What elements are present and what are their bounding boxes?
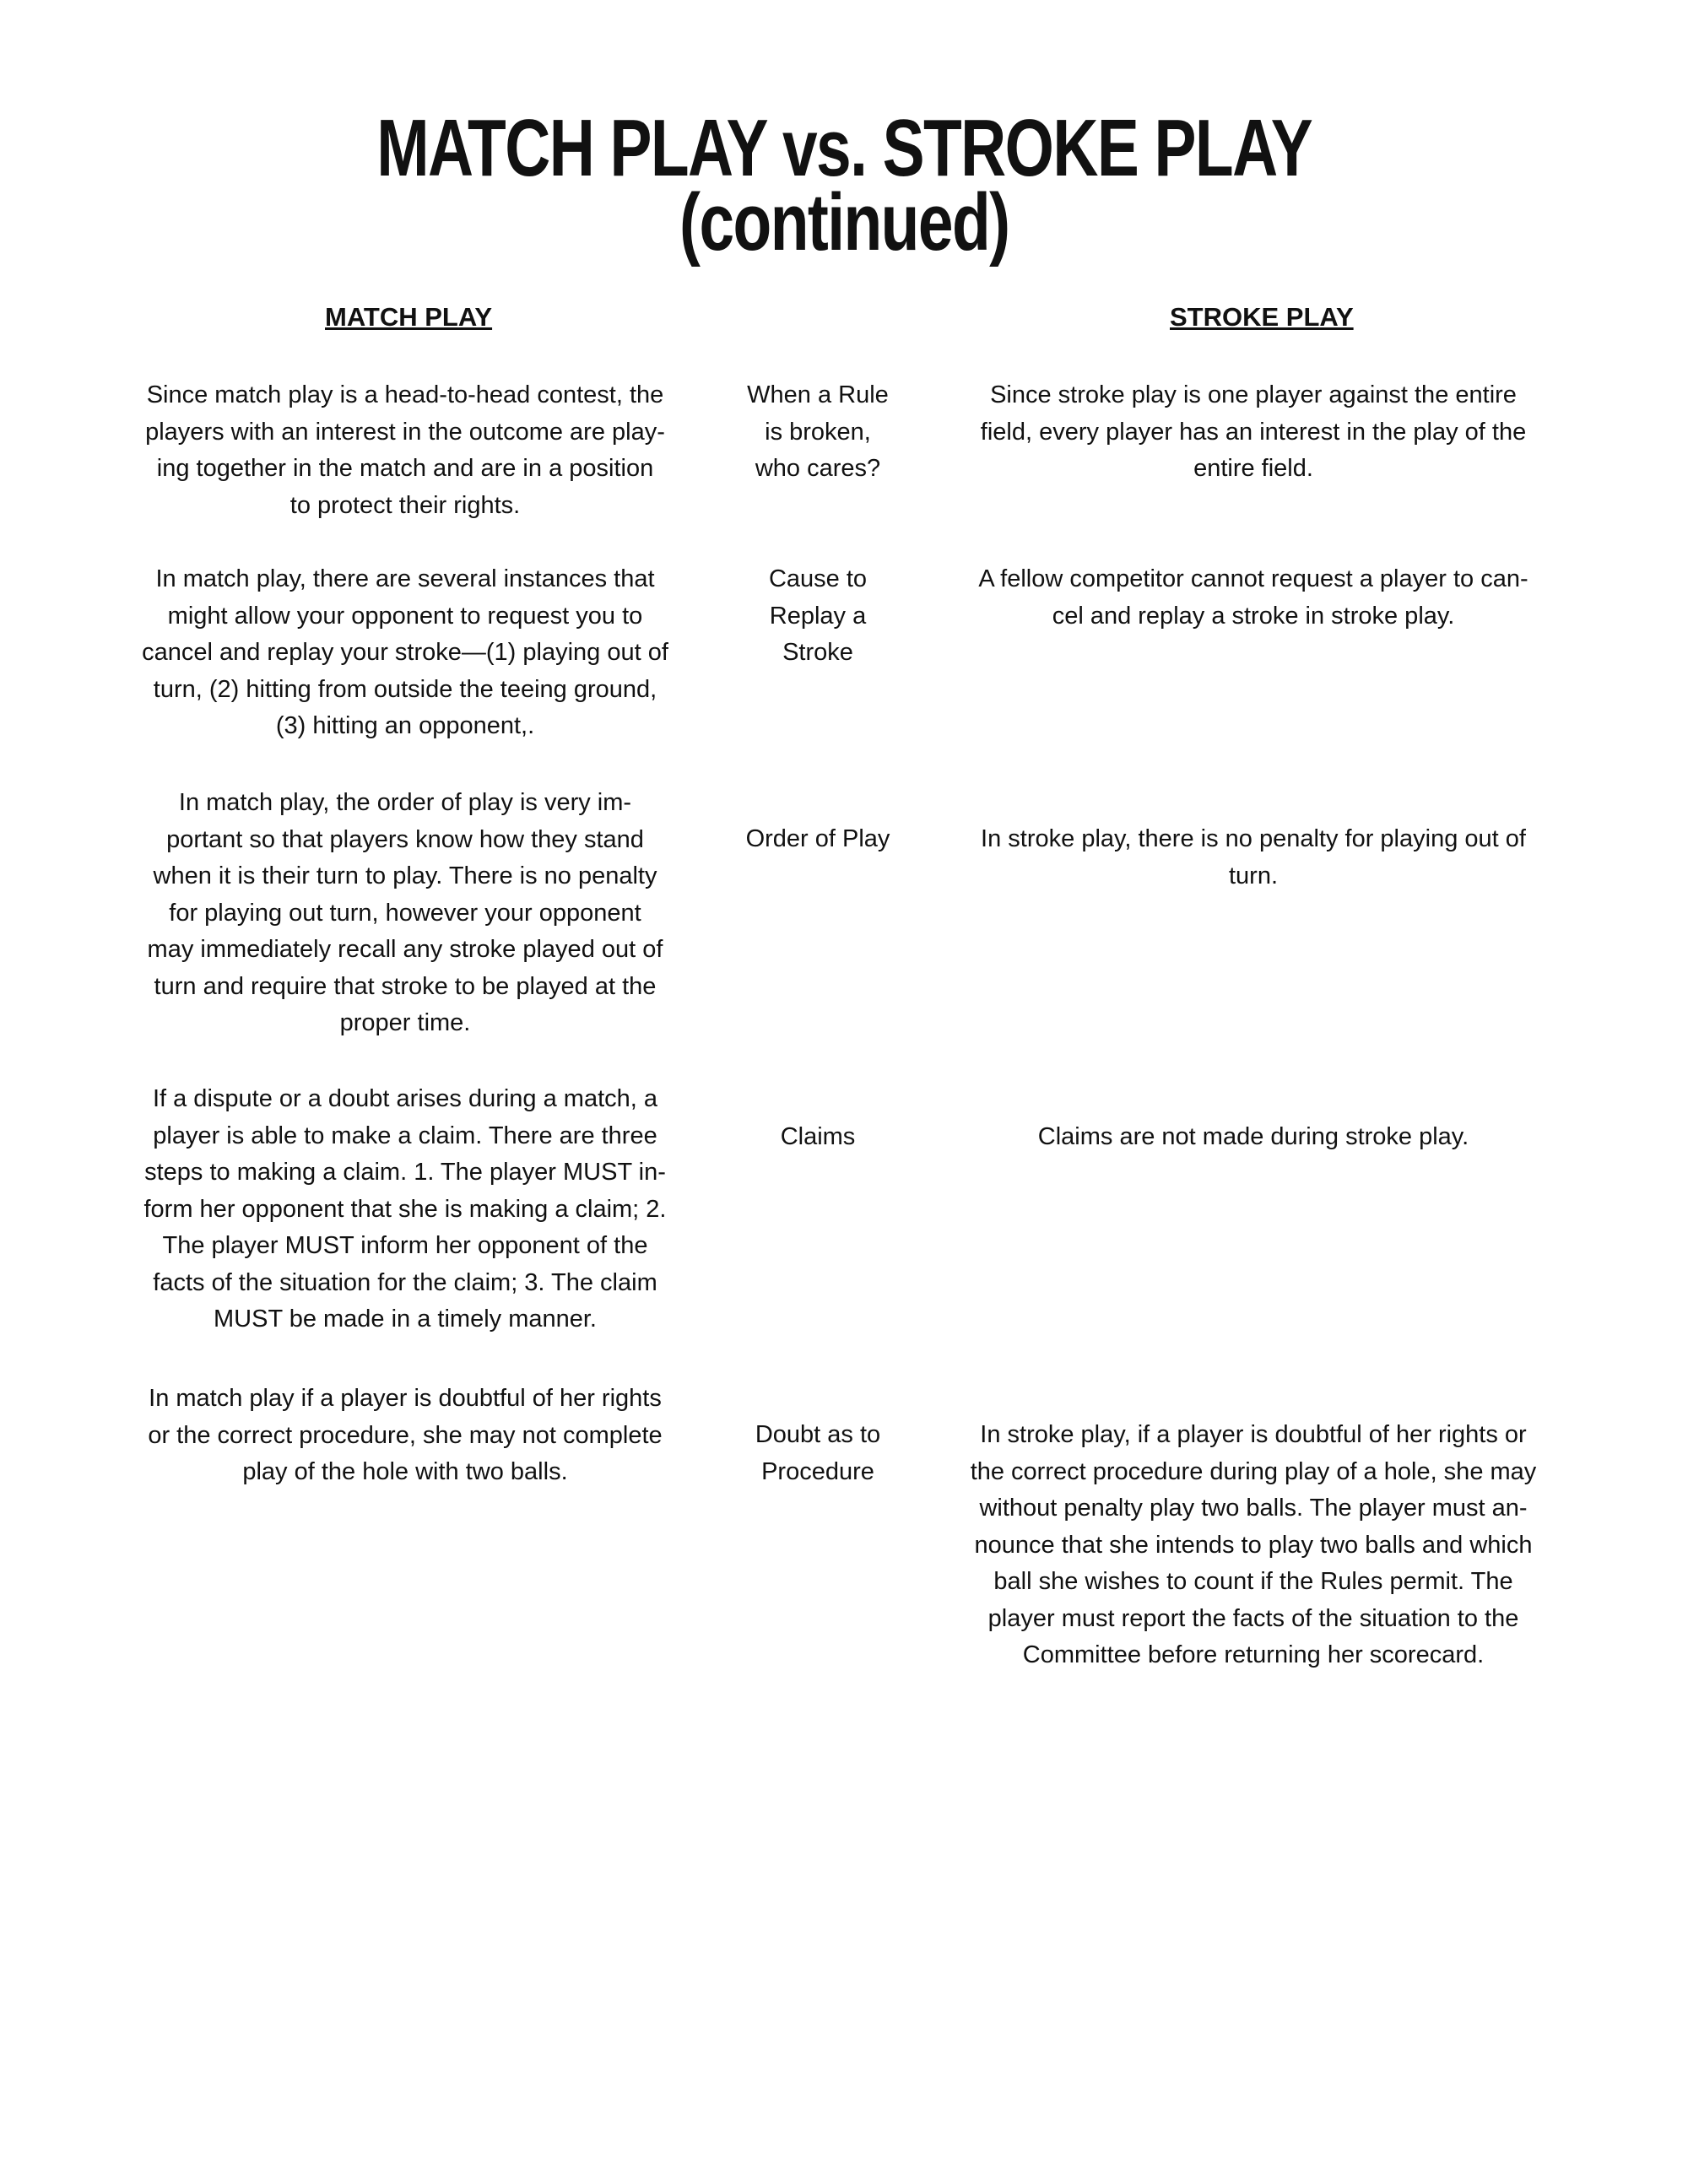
match-play-text-line: In match play, the order of play is very im- (178, 789, 632, 816)
topic-label-line: Cause to (768, 565, 868, 592)
stroke-play-text (920, 1417, 1587, 1674)
stroke-play-text-line: entire field. (1193, 455, 1313, 482)
stroke-play-text-line: cel and replay a stroke in stroke play. (1052, 602, 1455, 630)
match-play-text-line: facts of the situation for the claim; 3. The claim (153, 1268, 657, 1296)
match-play-text-line: when it is their turn to play. There is no penalty (153, 862, 657, 889)
match-play-text-line: ing together in the match and are in a position (156, 455, 654, 482)
stroke-play-text (920, 561, 1587, 635)
match-play-text-line: In match play if a player is doubtful of her rights (149, 1385, 662, 1412)
stroke-play-text-line: without penalty play two balls. The player must an- (979, 1495, 1528, 1522)
match-play-text-line: may immediately recall any stroke played out of (147, 936, 663, 963)
match-play-text (93, 1081, 717, 1338)
match-play-text-line: player is able to make a claim. There are three (153, 1122, 657, 1149)
match-play-text-line: (3) hitting an opponent,. (275, 712, 535, 739)
match-play-text-line: If a dispute or a doubt arises during a match, a (152, 1085, 658, 1112)
stroke-play-text-line: In stroke play, there is no penalty for playing out of (981, 825, 1526, 852)
topic-label-line: Replay a (769, 602, 867, 630)
stroke-play-text (920, 821, 1587, 895)
match-play-text-line: turn, (2) hitting from outside the teeing ground, (153, 675, 657, 703)
topic-label-line: Claims (780, 1123, 856, 1150)
match-play-text-line: turn and require that stroke to be played at the (154, 972, 657, 1000)
topic-label-line: Procedure (761, 1457, 874, 1485)
match-play-text-line: play of the hole with two balls. (242, 1458, 568, 1485)
match-play-text-line: The player MUST inform her opponent of the (162, 1232, 648, 1259)
stroke-play-text-line: A fellow competitor cannot request a player to can- (978, 565, 1528, 592)
topic-label-line: When a Rule (747, 381, 889, 408)
topic-label-line: is broken, (765, 418, 871, 446)
match-play-header: MATCH PLAY (325, 302, 493, 332)
match-play-text (93, 1381, 717, 1491)
topic-label (724, 377, 912, 488)
topic-label (724, 821, 912, 858)
stroke-play-text-line: player must report the facts of the situation to the (987, 1604, 1519, 1632)
page-title-line-1: MATCH PLAY vs. STROKE PLAY (376, 103, 1312, 193)
match-play-text-line: for playing out turn, however your opponent (169, 899, 641, 927)
stroke-play-text-line: Claims are not made during stroke play. (1037, 1123, 1469, 1150)
stroke-play-text-line: turn. (1228, 862, 1279, 889)
stroke-play-text (920, 1119, 1587, 1156)
page-subtitle (0, 177, 1688, 268)
match-play-text-line: cancel and replay your stroke—(1) playing out of (142, 639, 668, 666)
match-play-text (93, 561, 717, 745)
page-title-line-2: (continued) (679, 177, 1009, 268)
match-play-text-line: portant so that players know how they stand (166, 825, 644, 853)
match-play-text-line: Since match play is a head-to-head contest, the (146, 381, 664, 408)
match-play-text (93, 377, 717, 524)
match-play-text-line: In match play, there are several instances that (155, 565, 655, 592)
topic-label (724, 1119, 912, 1156)
match-play-text-line: steps to making a claim. 1. The player MUST in- (144, 1159, 666, 1186)
match-play-text (93, 785, 717, 1042)
stroke-play-text-line: the correct procedure during play of a hole, she may (970, 1457, 1537, 1485)
stroke-play-text-line: field, every player has an interest in the play of the (980, 418, 1527, 446)
match-play-text-line: form her opponent that she is making a claim; 2. (143, 1195, 667, 1223)
topic-label-line: Stroke (782, 639, 853, 666)
topic-label (724, 1417, 912, 1490)
stroke-play-text (920, 377, 1587, 488)
topic-label-line: who cares? (755, 455, 881, 482)
stroke-play-text-line: In stroke play, if a player is doubtful of her rights or (980, 1421, 1527, 1448)
match-play-text-line: to protect their rights. (289, 491, 521, 519)
stroke-play-text-line: Since stroke play is one player against the entire (990, 381, 1517, 408)
match-play-text-line: proper time. (339, 1009, 471, 1036)
stroke-play-header: STROKE PLAY (1170, 302, 1354, 332)
stroke-play-text-line: Committee before returning her scorecard. (1022, 1641, 1485, 1668)
stroke-play-text-line: ball she wishes to count if the Rules permit. The (993, 1568, 1513, 1595)
topic-label-line: Doubt as to (755, 1421, 881, 1448)
match-play-text-line: players with an interest in the outcome are play- (145, 418, 665, 446)
match-play-text-line: might allow your opponent to request you to (167, 602, 643, 630)
topic-label (724, 561, 912, 672)
topic-label-line: Order of Play (745, 825, 890, 852)
match-play-text-line: or the correct procedure, she may not complete (148, 1421, 663, 1449)
match-play-text-line: MUST be made in a timely manner. (214, 1306, 597, 1333)
stroke-play-text-line: nounce that she intends to play two balls and which (974, 1531, 1533, 1559)
